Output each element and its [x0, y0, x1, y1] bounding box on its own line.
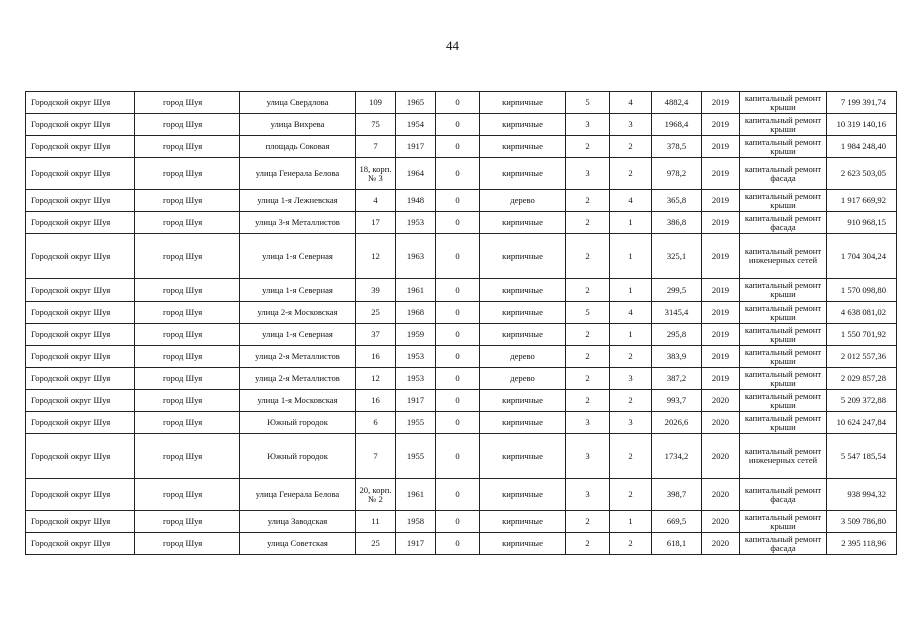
- plan-year-cell: 2019: [702, 302, 740, 324]
- house-number-cell: 7: [356, 434, 396, 479]
- work-type-cell: капитальный ремонт инженерных сетей: [740, 234, 827, 279]
- entrances-cell: 1: [610, 279, 652, 302]
- street-cell: улица Свердлова: [240, 92, 356, 114]
- cost-cell: 10 624 247,84: [827, 412, 897, 434]
- settlement-cell: город Шуя: [135, 324, 240, 346]
- table-row: [26, 412, 897, 434]
- municipality-cell: Городской округ Шуя: [26, 511, 135, 533]
- municipality-cell: Городской округ Шуя: [26, 302, 135, 324]
- plan-year-cell: 2019: [702, 279, 740, 302]
- entrances-cell: 3: [610, 114, 652, 136]
- street-cell: улица 1-я Северная: [240, 324, 356, 346]
- municipality-cell: Городской округ Шуя: [26, 234, 135, 279]
- floors-cell: 2: [566, 234, 610, 279]
- wall-material-cell: дерево: [480, 368, 566, 390]
- work-type-cell: капитальный ремонт крыши: [740, 302, 827, 324]
- floors-cell: 3: [566, 114, 610, 136]
- year-overhaul-cell: 0: [436, 190, 480, 212]
- wall-material-cell: кирпичные: [480, 92, 566, 114]
- year-overhaul-cell: 0: [436, 234, 480, 279]
- house-number-cell: 4: [356, 190, 396, 212]
- municipality-cell: Городской округ Шуя: [26, 212, 135, 234]
- table-row: [26, 390, 897, 412]
- work-type-cell: капитальный ремонт крыши: [740, 511, 827, 533]
- area-cell: 365,8: [652, 190, 702, 212]
- street-cell: улица Заводская: [240, 511, 356, 533]
- settlement-cell: город Шуя: [135, 390, 240, 412]
- entrances-cell: 3: [610, 412, 652, 434]
- street-cell: улица 2-я Металлистов: [240, 368, 356, 390]
- settlement-cell: город Шуя: [135, 511, 240, 533]
- entrances-cell: 2: [610, 346, 652, 368]
- work-type-cell: капитальный ремонт инженерных сетей: [740, 434, 827, 479]
- plan-year-cell: 2019: [702, 346, 740, 368]
- floors-cell: 2: [566, 346, 610, 368]
- year-overhaul-cell: 0: [436, 479, 480, 511]
- floors-cell: 2: [566, 136, 610, 158]
- wall-material-cell: кирпичные: [480, 212, 566, 234]
- area-cell: 2026,6: [652, 412, 702, 434]
- table-row: [26, 302, 897, 324]
- municipality-cell: Городской округ Шуя: [26, 434, 135, 479]
- street-cell: улица 2-я Московская: [240, 302, 356, 324]
- settlement-cell: город Шуя: [135, 279, 240, 302]
- table-row: [26, 533, 897, 555]
- house-number-cell: 12: [356, 368, 396, 390]
- year-built-cell: 1965: [396, 92, 436, 114]
- year-built-cell: 1917: [396, 136, 436, 158]
- wall-material-cell: кирпичные: [480, 234, 566, 279]
- cost-cell: 10 319 140,16: [827, 114, 897, 136]
- street-cell: улица 3-я Металлистов: [240, 212, 356, 234]
- house-number-cell: 75: [356, 114, 396, 136]
- table-row: [26, 346, 897, 368]
- entrances-cell: 1: [610, 234, 652, 279]
- area-cell: 3145,4: [652, 302, 702, 324]
- cost-cell: 2 029 857,28: [827, 368, 897, 390]
- cost-cell: 910 968,15: [827, 212, 897, 234]
- street-cell: Южный городок: [240, 412, 356, 434]
- year-built-cell: 1959: [396, 324, 436, 346]
- table-row: [26, 212, 897, 234]
- floors-cell: 5: [566, 302, 610, 324]
- entrances-cell: 2: [610, 479, 652, 511]
- work-type-cell: капитальный ремонт крыши: [740, 136, 827, 158]
- table-row: [26, 279, 897, 302]
- work-type-cell: капитальный ремонт крыши: [740, 368, 827, 390]
- year-overhaul-cell: 0: [436, 412, 480, 434]
- street-cell: улица 1-я Московская: [240, 390, 356, 412]
- municipality-cell: Городской округ Шуя: [26, 324, 135, 346]
- house-number-cell: 25: [356, 302, 396, 324]
- work-type-cell: капитальный ремонт крыши: [740, 190, 827, 212]
- year-overhaul-cell: 0: [436, 346, 480, 368]
- year-built-cell: 1955: [396, 434, 436, 479]
- settlement-cell: город Шуя: [135, 190, 240, 212]
- area-cell: 386,8: [652, 212, 702, 234]
- street-cell: улица 1-я Северная: [240, 234, 356, 279]
- floors-cell: 2: [566, 190, 610, 212]
- cost-cell: 1 917 669,92: [827, 190, 897, 212]
- area-cell: 669,5: [652, 511, 702, 533]
- plan-year-cell: 2019: [702, 368, 740, 390]
- plan-year-cell: 2019: [702, 114, 740, 136]
- municipality-cell: Городской округ Шуя: [26, 158, 135, 190]
- house-number-cell: 7: [356, 136, 396, 158]
- plan-year-cell: 2019: [702, 136, 740, 158]
- area-cell: 978,2: [652, 158, 702, 190]
- street-cell: улица Генерала Белова: [240, 158, 356, 190]
- wall-material-cell: кирпичные: [480, 114, 566, 136]
- year-overhaul-cell: 0: [436, 212, 480, 234]
- cost-cell: 2 012 557,36: [827, 346, 897, 368]
- house-number-cell: 16: [356, 346, 396, 368]
- year-overhaul-cell: 0: [436, 158, 480, 190]
- wall-material-cell: кирпичные: [480, 533, 566, 555]
- table-row: [26, 114, 897, 136]
- entrances-cell: 2: [610, 390, 652, 412]
- settlement-cell: город Шуя: [135, 533, 240, 555]
- work-type-cell: капитальный ремонт крыши: [740, 279, 827, 302]
- wall-material-cell: кирпичные: [480, 279, 566, 302]
- work-type-cell: капитальный ремонт крыши: [740, 412, 827, 434]
- wall-material-cell: кирпичные: [480, 479, 566, 511]
- floors-cell: 2: [566, 279, 610, 302]
- entrances-cell: 2: [610, 136, 652, 158]
- settlement-cell: город Шуя: [135, 302, 240, 324]
- house-number-cell: 17: [356, 212, 396, 234]
- house-number-cell: 20, корп. № 2: [356, 479, 396, 511]
- cost-cell: 2 395 118,96: [827, 533, 897, 555]
- municipality-cell: Городской округ Шуя: [26, 190, 135, 212]
- street-cell: улица 2-я Металлистов: [240, 346, 356, 368]
- floors-cell: 5: [566, 92, 610, 114]
- area-cell: 1968,4: [652, 114, 702, 136]
- work-type-cell: капитальный ремонт фасада: [740, 158, 827, 190]
- work-type-cell: капитальный ремонт фасада: [740, 479, 827, 511]
- house-number-cell: 109: [356, 92, 396, 114]
- street-cell: улица 1-я Лежневская: [240, 190, 356, 212]
- settlement-cell: город Шуя: [135, 412, 240, 434]
- work-type-cell: капитальный ремонт фасада: [740, 533, 827, 555]
- plan-year-cell: 2019: [702, 324, 740, 346]
- floors-cell: 2: [566, 368, 610, 390]
- wall-material-cell: кирпичные: [480, 302, 566, 324]
- entrances-cell: 1: [610, 324, 652, 346]
- cost-cell: 5 209 372,88: [827, 390, 897, 412]
- year-built-cell: 1968: [396, 302, 436, 324]
- floors-cell: 3: [566, 412, 610, 434]
- plan-year-cell: 2019: [702, 158, 740, 190]
- street-cell: улица Советская: [240, 533, 356, 555]
- work-type-cell: капитальный ремонт крыши: [740, 390, 827, 412]
- floors-cell: 2: [566, 533, 610, 555]
- year-overhaul-cell: 0: [436, 324, 480, 346]
- settlement-cell: город Шуя: [135, 368, 240, 390]
- area-cell: 993,7: [652, 390, 702, 412]
- entrances-cell: 1: [610, 511, 652, 533]
- municipality-cell: Городской округ Шуя: [26, 533, 135, 555]
- house-number-cell: 11: [356, 511, 396, 533]
- street-cell: улица Вихрева: [240, 114, 356, 136]
- municipality-cell: Городской округ Шуя: [26, 412, 135, 434]
- entrances-cell: 4: [610, 190, 652, 212]
- year-built-cell: 1917: [396, 533, 436, 555]
- year-overhaul-cell: 0: [436, 302, 480, 324]
- wall-material-cell: кирпичные: [480, 434, 566, 479]
- house-number-cell: 12: [356, 234, 396, 279]
- settlement-cell: город Шуя: [135, 346, 240, 368]
- house-number-cell: 18, корп. № 3: [356, 158, 396, 190]
- floors-cell: 2: [566, 511, 610, 533]
- wall-material-cell: кирпичные: [480, 136, 566, 158]
- cost-cell: 1 704 304,24: [827, 234, 897, 279]
- year-built-cell: 1953: [396, 368, 436, 390]
- year-overhaul-cell: 0: [436, 533, 480, 555]
- house-number-cell: 6: [356, 412, 396, 434]
- work-type-cell: капитальный ремонт крыши: [740, 324, 827, 346]
- table-row: [26, 234, 897, 279]
- wall-material-cell: кирпичные: [480, 324, 566, 346]
- plan-year-cell: 2020: [702, 533, 740, 555]
- street-cell: площадь Соковая: [240, 136, 356, 158]
- floors-cell: 3: [566, 158, 610, 190]
- year-overhaul-cell: 0: [436, 136, 480, 158]
- area-cell: 387,2: [652, 368, 702, 390]
- cost-cell: 4 638 081,02: [827, 302, 897, 324]
- settlement-cell: город Шуя: [135, 114, 240, 136]
- cost-cell: 938 994,32: [827, 479, 897, 511]
- year-built-cell: 1955: [396, 412, 436, 434]
- year-built-cell: 1954: [396, 114, 436, 136]
- entrances-cell: 4: [610, 92, 652, 114]
- wall-material-cell: кирпичные: [480, 511, 566, 533]
- table-row: [26, 479, 897, 511]
- year-built-cell: 1953: [396, 346, 436, 368]
- floors-cell: 2: [566, 212, 610, 234]
- year-overhaul-cell: 0: [436, 92, 480, 114]
- entrances-cell: 3: [610, 368, 652, 390]
- area-cell: 618,1: [652, 533, 702, 555]
- plan-year-cell: 2019: [702, 234, 740, 279]
- municipality-cell: Городской округ Шуя: [26, 368, 135, 390]
- plan-year-cell: 2020: [702, 390, 740, 412]
- table-row: [26, 92, 897, 114]
- cost-cell: 1 984 248,40: [827, 136, 897, 158]
- floors-cell: 3: [566, 434, 610, 479]
- year-overhaul-cell: 0: [436, 114, 480, 136]
- street-cell: Южный городок: [240, 434, 356, 479]
- municipality-cell: Городской округ Шуя: [26, 92, 135, 114]
- plan-year-cell: 2019: [702, 92, 740, 114]
- plan-year-cell: 2020: [702, 511, 740, 533]
- cost-cell: 1 570 098,80: [827, 279, 897, 302]
- wall-material-cell: кирпичные: [480, 390, 566, 412]
- table-row: [26, 511, 897, 533]
- area-cell: 299,5: [652, 279, 702, 302]
- cost-cell: 1 550 701,92: [827, 324, 897, 346]
- settlement-cell: город Шуя: [135, 158, 240, 190]
- municipality-cell: Городской округ Шуя: [26, 479, 135, 511]
- entrances-cell: 1: [610, 212, 652, 234]
- entrances-cell: 4: [610, 302, 652, 324]
- year-built-cell: 1953: [396, 212, 436, 234]
- housing-repair-table: [25, 91, 897, 555]
- street-cell: улица Генерала Белова: [240, 479, 356, 511]
- settlement-cell: город Шуя: [135, 92, 240, 114]
- floors-cell: 2: [566, 390, 610, 412]
- table-row: [26, 368, 897, 390]
- work-type-cell: капитальный ремонт крыши: [740, 346, 827, 368]
- area-cell: 325,1: [652, 234, 702, 279]
- settlement-cell: город Шуя: [135, 479, 240, 511]
- year-overhaul-cell: 0: [436, 390, 480, 412]
- municipality-cell: Городской округ Шуя: [26, 136, 135, 158]
- house-number-cell: 25: [356, 533, 396, 555]
- cost-cell: 2 623 503,05: [827, 158, 897, 190]
- plan-year-cell: 2019: [702, 212, 740, 234]
- house-number-cell: 39: [356, 279, 396, 302]
- table-row: [26, 158, 897, 190]
- year-built-cell: 1961: [396, 479, 436, 511]
- cost-cell: 7 199 391,74: [827, 92, 897, 114]
- year-built-cell: 1963: [396, 234, 436, 279]
- settlement-cell: город Шуя: [135, 434, 240, 479]
- year-built-cell: 1948: [396, 190, 436, 212]
- cost-cell: 5 547 185,54: [827, 434, 897, 479]
- year-overhaul-cell: 0: [436, 434, 480, 479]
- work-type-cell: капитальный ремонт крыши: [740, 92, 827, 114]
- table-row: [26, 324, 897, 346]
- wall-material-cell: дерево: [480, 190, 566, 212]
- year-overhaul-cell: 0: [436, 279, 480, 302]
- entrances-cell: 2: [610, 434, 652, 479]
- wall-material-cell: кирпичные: [480, 158, 566, 190]
- plan-year-cell: 2020: [702, 479, 740, 511]
- municipality-cell: Городской округ Шуя: [26, 346, 135, 368]
- municipality-cell: Городской округ Шуя: [26, 114, 135, 136]
- area-cell: 4882,4: [652, 92, 702, 114]
- year-built-cell: 1958: [396, 511, 436, 533]
- work-type-cell: капитальный ремонт фасада: [740, 212, 827, 234]
- floors-cell: 3: [566, 479, 610, 511]
- municipality-cell: Городской округ Шуя: [26, 279, 135, 302]
- year-overhaul-cell: 0: [436, 511, 480, 533]
- settlement-cell: город Шуя: [135, 234, 240, 279]
- area-cell: 295,8: [652, 324, 702, 346]
- year-built-cell: 1964: [396, 158, 436, 190]
- house-number-cell: 16: [356, 390, 396, 412]
- street-cell: улица 1-я Северная: [240, 279, 356, 302]
- settlement-cell: город Шуя: [135, 136, 240, 158]
- plan-year-cell: 2020: [702, 434, 740, 479]
- year-built-cell: 1917: [396, 390, 436, 412]
- plan-year-cell: 2020: [702, 412, 740, 434]
- work-type-cell: капитальный ремонт крыши: [740, 114, 827, 136]
- municipality-cell: Городской округ Шуя: [26, 390, 135, 412]
- entrances-cell: 2: [610, 533, 652, 555]
- page-number: 44: [446, 38, 459, 53]
- area-cell: 383,9: [652, 346, 702, 368]
- area-cell: 1734,2: [652, 434, 702, 479]
- wall-material-cell: кирпичные: [480, 412, 566, 434]
- floors-cell: 2: [566, 324, 610, 346]
- table-row: [26, 136, 897, 158]
- year-built-cell: 1961: [396, 279, 436, 302]
- table-row: [26, 190, 897, 212]
- year-overhaul-cell: 0: [436, 368, 480, 390]
- entrances-cell: 2: [610, 158, 652, 190]
- plan-year-cell: 2019: [702, 190, 740, 212]
- area-cell: 378,5: [652, 136, 702, 158]
- wall-material-cell: дерево: [480, 346, 566, 368]
- house-number-cell: 37: [356, 324, 396, 346]
- cost-cell: 3 509 786,80: [827, 511, 897, 533]
- area-cell: 398,7: [652, 479, 702, 511]
- settlement-cell: город Шуя: [135, 212, 240, 234]
- table-row: [26, 434, 897, 479]
